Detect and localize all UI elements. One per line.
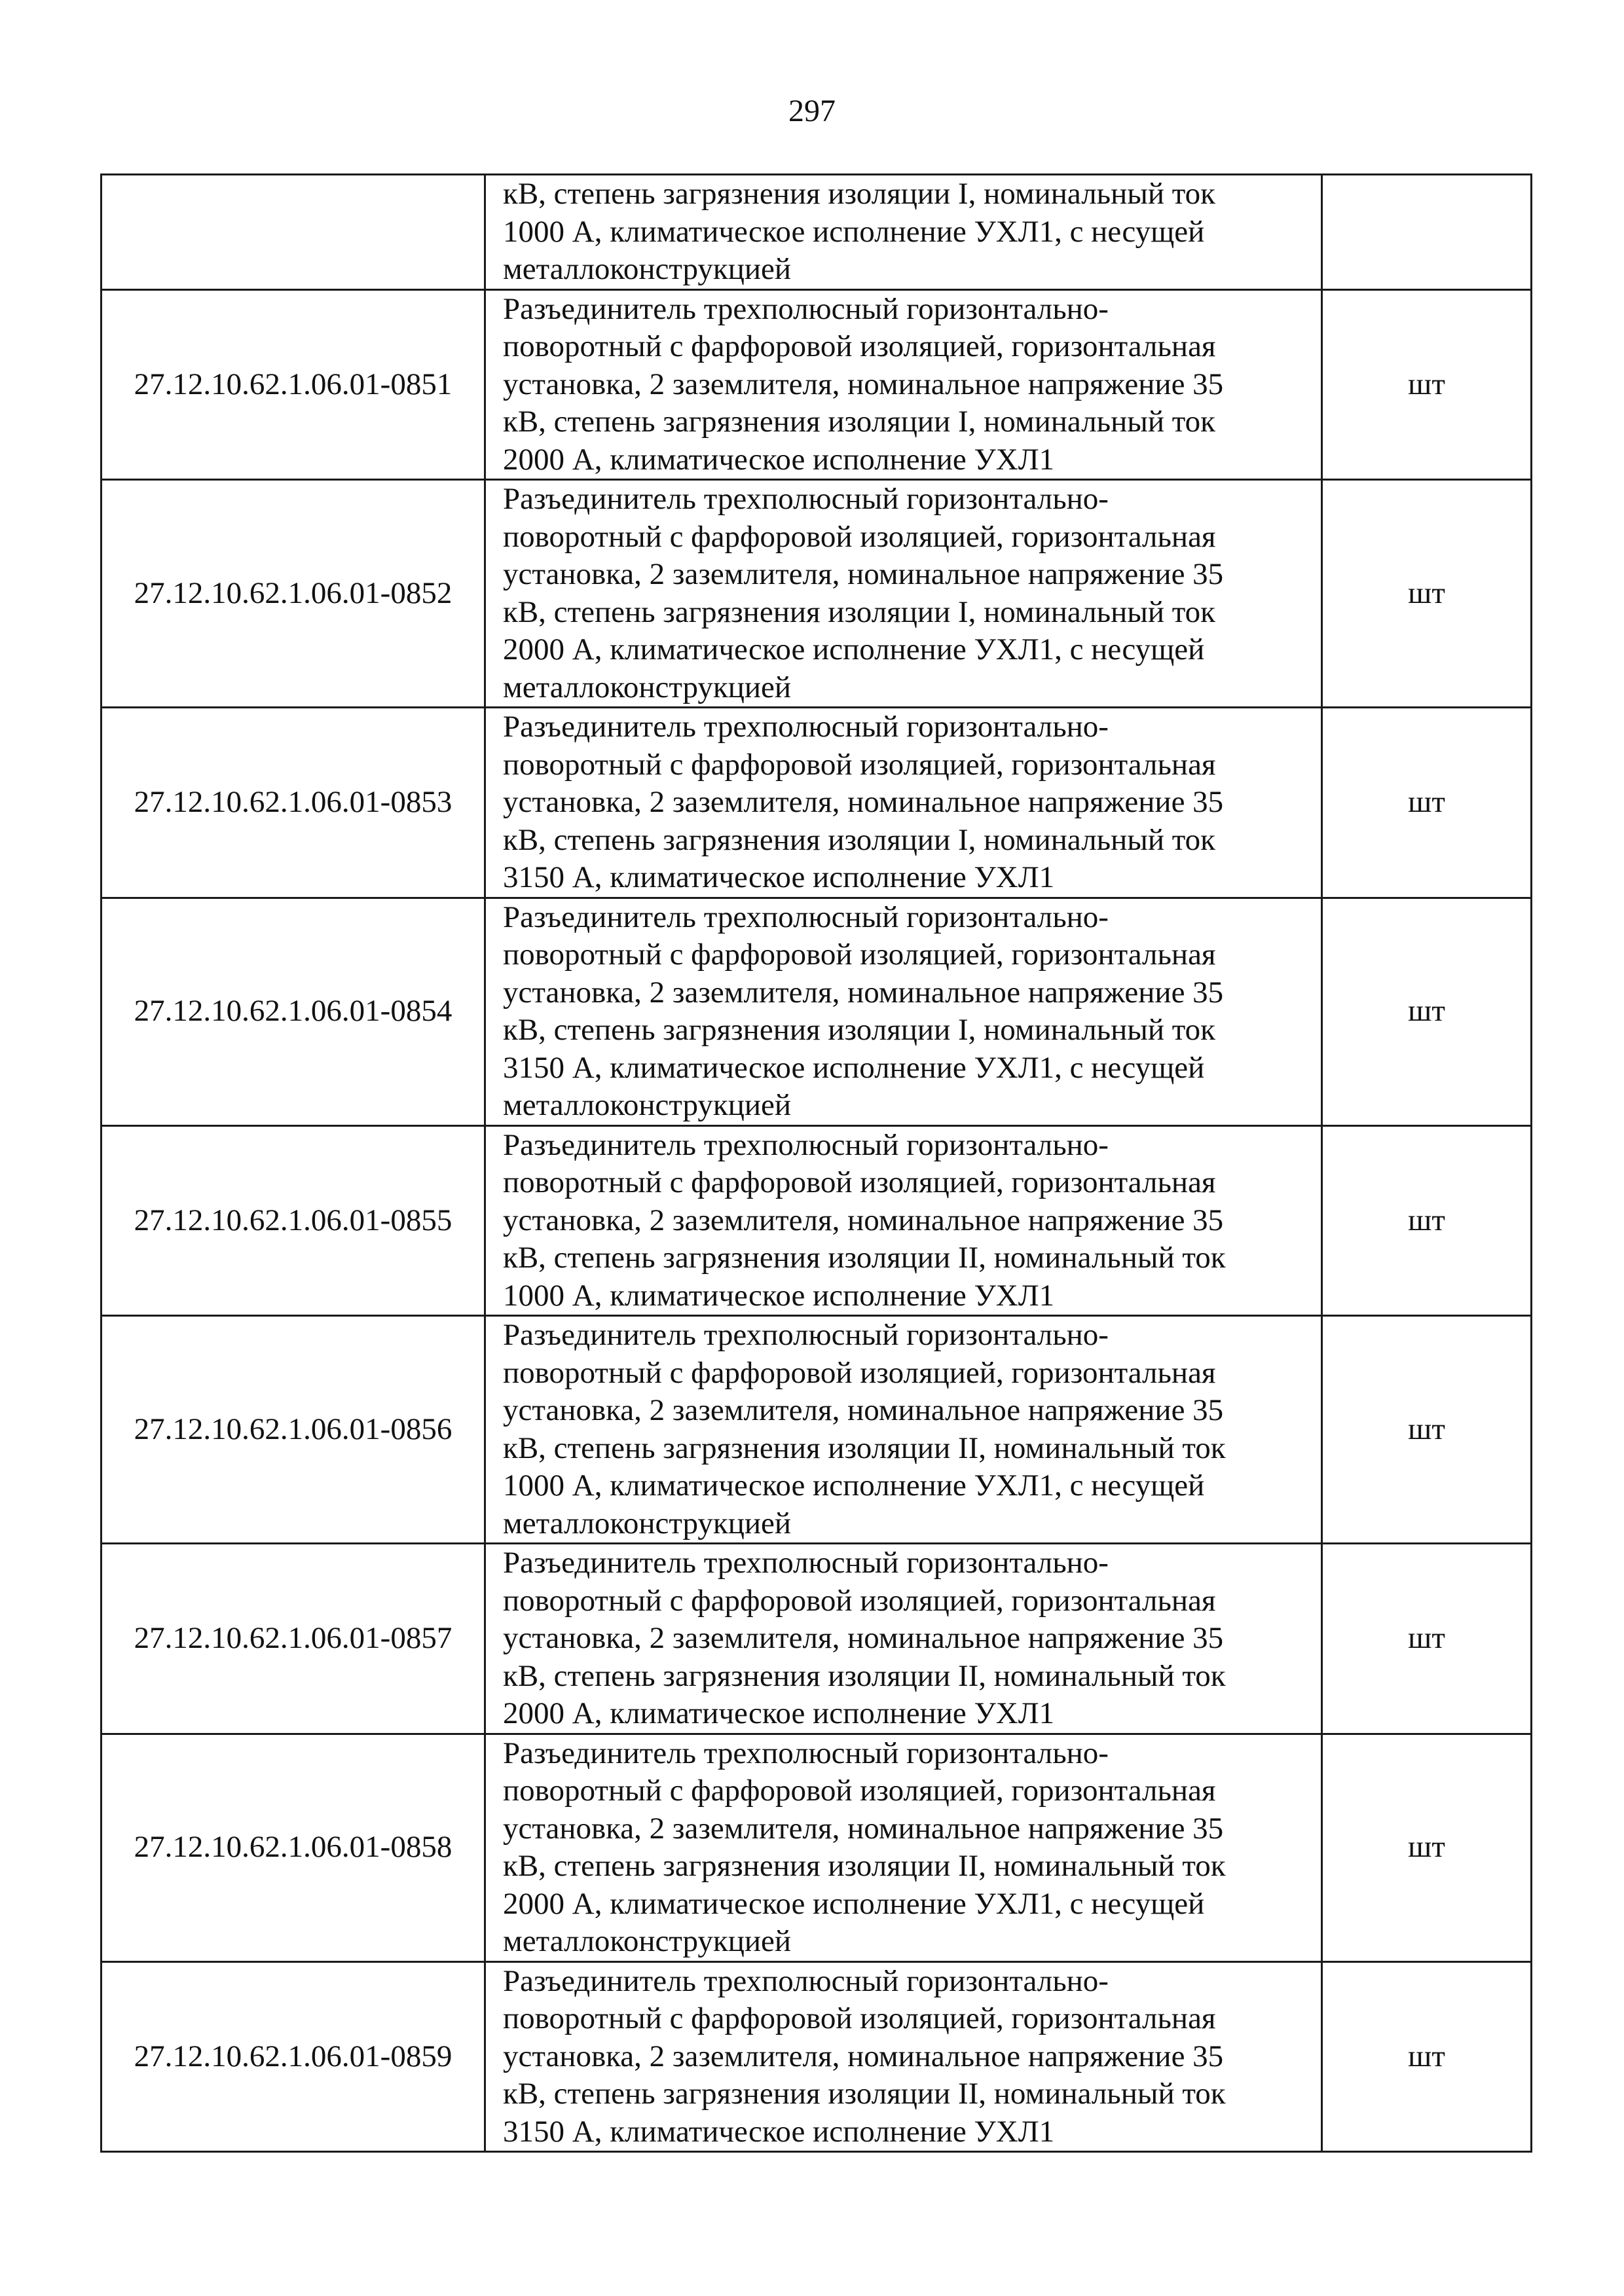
resource-description	[485, 1734, 1322, 1961]
unit-of-measure: шт	[1322, 1316, 1532, 1544]
page-number: 297	[788, 94, 836, 128]
description-line: 2000 А, климатическое исполнение УХЛ1, с несущей	[503, 1886, 1205, 1921]
description-line: Разъединитель трехполюсный горизонтально-	[503, 1127, 1109, 1162]
unit-of-measure: шт	[1322, 1544, 1532, 1734]
description-line: поворотный с фарфоровой изоляцией, горизонтальная	[503, 938, 1216, 972]
description-line: установка, 2 заземлителя, номинальное напряжение 35	[503, 975, 1224, 1010]
unit-of-measure: шт	[1322, 1125, 1532, 1316]
table-row	[101, 1961, 1532, 2152]
resource-code: 27.12.10.62.1.06.01-0857	[101, 1544, 485, 1734]
resource-table	[100, 173, 1532, 2153]
description-line: 2000 А, климатическое исполнение УХЛ1, с несущей	[503, 632, 1205, 666]
description-line: кВ, степень загрязнения изоляции II, номинальный ток	[503, 2077, 1226, 2111]
resource-code: 27.12.10.62.1.06.01-0851	[101, 289, 485, 480]
description-line: установка, 2 заземлителя, номинальное напряжение 35	[503, 2039, 1224, 2073]
table-row	[101, 708, 1532, 898]
table-row	[101, 1316, 1532, 1544]
unit-of-measure: шт	[1322, 1961, 1532, 2152]
unit-of-measure: шт	[1322, 289, 1532, 480]
description-line: кВ, степень загрязнения изоляции II, номинальный ток	[503, 1241, 1226, 1275]
description-line: Разъединитель трехполюсный горизонтально-	[503, 1546, 1109, 1580]
description-line: 1000 А, климатическое исполнение УХЛ1, с несущей	[503, 1468, 1205, 1503]
resource-description	[485, 1125, 1322, 1316]
table-body	[101, 175, 1532, 2152]
resource-code: 27.12.10.62.1.06.01-0852	[101, 480, 485, 708]
description-line: кВ, степень загрязнения изоляции I, номинальный ток	[503, 177, 1215, 211]
description-line: поворотный с фарфоровой изоляцией, горизонтальная	[503, 1583, 1216, 1618]
description-line: поворотный с фарфоровой изоляцией, горизонтальная	[503, 519, 1216, 554]
description-line: металлоконструкцией	[503, 1924, 792, 1958]
resource-code: 27.12.10.62.1.06.01-0856	[101, 1316, 485, 1544]
description-line: Разъединитель трехполюсный горизонтально-	[503, 291, 1109, 326]
description-line: установка, 2 заземлителя, номинальное напряжение 35	[503, 557, 1224, 591]
description-line: 3150 А, климатическое исполнение УХЛ1	[503, 860, 1055, 894]
resource-description	[485, 1544, 1322, 1734]
description-line: поворотный с фарфоровой изоляцией, горизонтальная	[503, 1774, 1216, 1808]
description-line: 1000 А, климатическое исполнение УХЛ1, с несущей	[503, 214, 1205, 249]
resource-description	[485, 898, 1322, 1125]
description-line: поворотный с фарфоровой изоляцией, горизонтальная	[503, 2001, 1216, 2035]
table-row	[101, 1734, 1532, 1961]
description-line: кВ, степень загрязнения изоляции II, номинальный ток	[503, 1658, 1226, 1693]
description-line: кВ, степень загрязнения изоляции I, номинальный ток	[503, 594, 1215, 629]
resource-code: 27.12.10.62.1.06.01-0855	[101, 1125, 485, 1316]
unit-of-measure	[1322, 175, 1532, 290]
table-row	[101, 175, 1532, 290]
description-line: 3150 А, климатическое исполнение УХЛ1, с несущей	[503, 1050, 1205, 1085]
description-line: поворотный с фарфоровой изоляцией, горизонтальная	[503, 747, 1216, 782]
description-line: кВ, степень загрязнения изоляции I, номинальный ток	[503, 1013, 1215, 1047]
resource-code	[101, 175, 485, 290]
table-row	[101, 480, 1532, 708]
resource-code: 27.12.10.62.1.06.01-0859	[101, 1961, 485, 2152]
unit-of-measure: шт	[1322, 708, 1532, 898]
resource-code: 27.12.10.62.1.06.01-0854	[101, 898, 485, 1125]
description-line: установка, 2 заземлителя, номинальное напряжение 35	[503, 367, 1224, 401]
description-line: кВ, степень загрязнения изоляции I, номинальный ток	[503, 822, 1215, 857]
description-line: кВ, степень загрязнения изоляции I, номинальный ток	[503, 405, 1215, 439]
description-line: установка, 2 заземлителя, номинальное напряжение 35	[503, 785, 1224, 819]
description-line: Разъединитель трехполюсный горизонтально-	[503, 1318, 1109, 1352]
description-line: установка, 2 заземлителя, номинальное напряжение 35	[503, 1203, 1224, 1237]
description-line: поворотный с фарфоровой изоляцией, горизонтальная	[503, 1355, 1216, 1390]
resource-code: 27.12.10.62.1.06.01-0858	[101, 1734, 485, 1961]
table-row	[101, 1544, 1532, 1734]
description-line: металлоконструкцией	[503, 1506, 792, 1540]
description-line: металлоконструкцией	[503, 252, 792, 286]
description-line: 2000 А, климатическое исполнение УХЛ1	[503, 442, 1055, 477]
description-line: установка, 2 заземлителя, номинальное напряжение 35	[503, 1393, 1224, 1427]
description-line: Разъединитель трехполюсный горизонтально-	[503, 710, 1109, 744]
description-line: поворотный с фарфоровой изоляцией, горизонтальная	[503, 329, 1216, 363]
description-line: металлоконструкцией	[503, 1088, 792, 1122]
table-row	[101, 289, 1532, 480]
resource-description	[485, 175, 1322, 290]
description-line: 2000 А, климатическое исполнение УХЛ1	[503, 1696, 1055, 1730]
unit-of-measure: шт	[1322, 898, 1532, 1125]
description-line: кВ, степень загрязнения изоляции II, номинальный ток	[503, 1849, 1226, 1883]
description-line: кВ, степень загрязнения изоляции II, номинальный ток	[503, 1430, 1226, 1465]
table-row	[101, 898, 1532, 1125]
unit-of-measure: шт	[1322, 1734, 1532, 1961]
description-line: Разъединитель трехполюсный горизонтально-	[503, 900, 1109, 934]
description-line: установка, 2 заземлителя, номинальное напряжение 35	[503, 1621, 1224, 1655]
resource-description	[485, 289, 1322, 480]
unit-of-measure: шт	[1322, 480, 1532, 708]
resource-description	[485, 480, 1322, 708]
resource-description	[485, 1316, 1322, 1544]
description-line: Разъединитель трехполюсный горизонтально-	[503, 1736, 1109, 1770]
description-line: 1000 А, климатическое исполнение УХЛ1	[503, 1278, 1055, 1313]
resource-description	[485, 708, 1322, 898]
description-line: Разъединитель трехполюсный горизонтально-	[503, 482, 1109, 516]
resource-description	[485, 1961, 1322, 2152]
description-line: Разъединитель трехполюсный горизонтально-	[503, 1963, 1109, 1998]
description-line: установка, 2 заземлителя, номинальное напряжение 35	[503, 1811, 1224, 1846]
resource-code: 27.12.10.62.1.06.01-0853	[101, 708, 485, 898]
description-line: поворотный с фарфоровой изоляцией, горизонтальная	[503, 1165, 1216, 1199]
table-row	[101, 1125, 1532, 1316]
description-line: металлоконструкцией	[503, 670, 792, 704]
description-line: 3150 А, климатическое исполнение УХЛ1	[503, 2114, 1055, 2149]
